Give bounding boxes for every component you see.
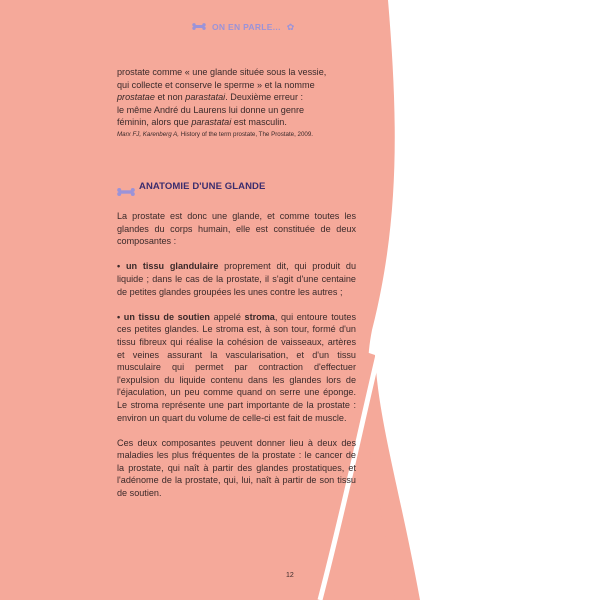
bone-icon	[192, 23, 206, 32]
term-support-tissue: • un tissu de soutien	[117, 311, 210, 322]
flower-icon: ✿	[286, 21, 295, 32]
latin-word-parastatai-2: parastatai	[191, 117, 232, 128]
reference-title: History of the term prostate, The Prostate, 2009.	[179, 130, 314, 138]
support-tissue-description: , qui entoure toutes ces petites glandes. Le stroma est, à son tour, formé d'un tissu fibreux qui réalise la cohésion de vaisseaux, artères et veines assurant la vascularisation, et d'un tissu musculaire qui permet par contraction d'effectuer l'expulsion du liquide contenu dans les glandes lors de l'éjaculation, un peu comme quand on serre une éponge. Le stroma représente une part importante de la prostate : environ un quart du volume de celle-ci est fait de muscle.	[117, 311, 356, 423]
page-number: 12	[286, 572, 294, 579]
glandular-tissue-description: proprement dit, qui produit du liquide ; dans le cas de la prostate, il s'agit d'une centaine de petites glandes groupées les unes contre les autres ;	[117, 261, 357, 297]
paragraph-glandular-tissue	[117, 260, 356, 298]
paragraph-intro: La prostate est donc une glande, et comme toutes les glandes du corps humain, elle est constituée de deux composantes :	[117, 211, 356, 247]
latin-word-parastatai: parastatai	[185, 92, 226, 103]
support-tissue-mid: appelé	[209, 311, 245, 322]
intro-line-4: le même André du Laurens lui donne un genre	[117, 104, 305, 115]
chapter-header	[192, 22, 294, 32]
intro-line-5-end: est masculin.	[231, 117, 287, 128]
bone-icon	[117, 183, 135, 191]
intro-line-3	[117, 91, 356, 104]
section-title: ANATOMIE D'UNE GLANDE	[139, 181, 266, 192]
term-glandular-tissue: • un tissu glandulaire	[117, 261, 219, 272]
intro-line-5	[117, 116, 356, 129]
latin-word-prostatae: prostatae	[117, 92, 155, 103]
intro-line-1: prostate comme « une glande située sous la vessie,	[117, 67, 327, 77]
paragraph-diseases: Ces deux composantes peuvent donner lieu à deux des maladies les plus fréquentes de la prostate : le cancer de la prostate, qui naît à partir des glandes prostatiques, et l'adénome de la prostate, qui, lui, naît à partir de son tissu de soutien.	[117, 437, 356, 499]
bibliographic-reference	[117, 131, 356, 139]
paragraph-support-tissue	[117, 311, 356, 424]
section-heading	[117, 181, 265, 192]
body-text	[117, 210, 356, 512]
intro-line-3-end: . Deuxième erreur :	[225, 92, 304, 103]
chapter-label: ON EN PARLE...	[212, 22, 281, 32]
intro-line-2: qui collecte et conserve le sperme » et la nomme	[117, 79, 315, 90]
intro-line-3-mid: et non	[154, 92, 186, 103]
term-stroma: stroma	[244, 311, 275, 322]
intro-line-5-start: féminin, alors que	[117, 117, 192, 128]
reference-authors: Marx FJ, Karenberg A,	[117, 130, 180, 138]
intro-paragraph	[117, 66, 356, 139]
